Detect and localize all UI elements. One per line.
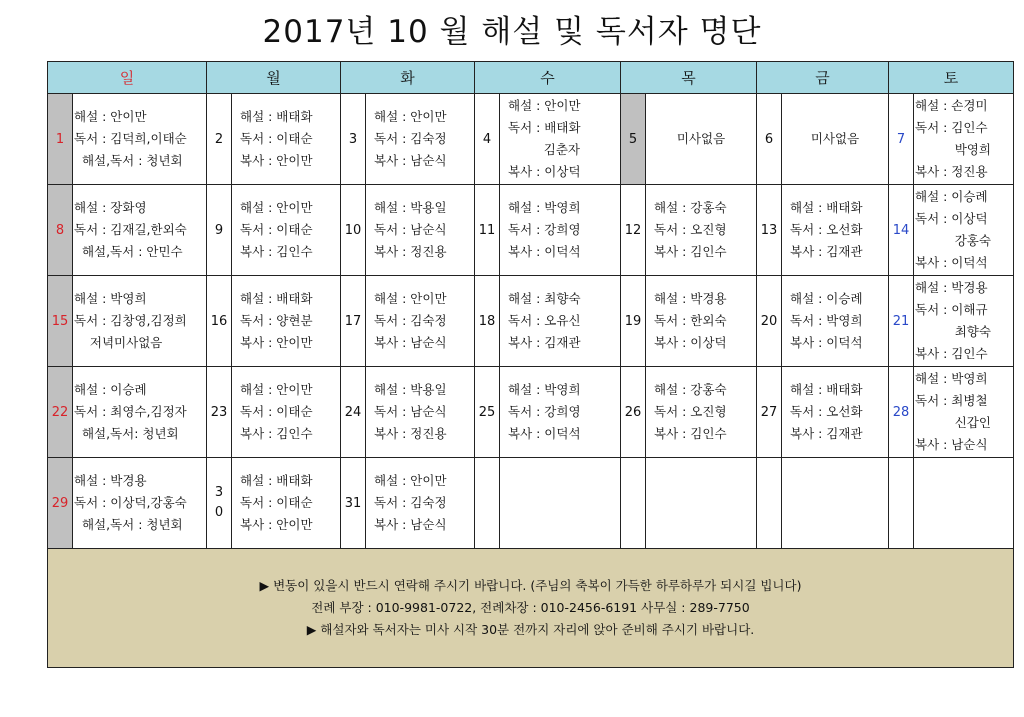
- assignment-line: 복사 : 안이만: [240, 517, 313, 532]
- assignment-line: 해설 : 박경용: [915, 280, 988, 295]
- assignment-line: 복사 : 안이만: [240, 335, 313, 350]
- assignment-line: 박영희: [915, 142, 991, 157]
- day-number: [475, 458, 500, 549]
- assignment-line: 독서 : 이태순: [240, 404, 313, 419]
- day-assignments: [73, 276, 207, 367]
- assignment-line: 복사 : 정진용: [915, 164, 988, 179]
- assignment-line: 해설,독서 : 청년회: [74, 153, 183, 168]
- day-assignments: [914, 185, 1014, 276]
- assignment-line: 해설 : 강홍숙: [654, 382, 727, 397]
- day-number: 29: [48, 458, 73, 549]
- assignment-line: 독서 : 김숙정: [374, 313, 447, 328]
- assignment-line: 복사 : 남순식: [374, 153, 447, 168]
- notice-line: ▶ 변동이 있을시 반드시 연락해 주시기 바랍니다. (주님의 축복이 가득한 하루하루가 되시길 빕니다): [259, 578, 802, 593]
- assignment-line: 해설 : 안이만: [374, 109, 447, 124]
- day-assignments: [782, 276, 889, 367]
- day-assignments: [232, 458, 341, 549]
- assignment-line: 독서 : 남순식: [374, 404, 447, 419]
- day-assignments: [366, 276, 475, 367]
- assignment-line: 복사 : 이덕석: [508, 244, 581, 259]
- assignment-line: 김춘자: [508, 142, 580, 157]
- day-number: 5: [621, 94, 646, 185]
- assignment-line: 해설 : 손경미: [915, 98, 988, 113]
- day-assignments: [500, 276, 621, 367]
- day-assignments: [782, 185, 889, 276]
- calendar-week-row: [48, 458, 1014, 549]
- day-number: [757, 458, 782, 549]
- assignment-line: 해설 : 안이만: [374, 473, 447, 488]
- assignment-line: 독서 : 김창영,김정희: [74, 313, 187, 328]
- assignment-line: 독서 : 배태화: [508, 120, 581, 135]
- day-number: 28: [889, 367, 914, 458]
- assignment-line: 독서 : 김숙정: [374, 131, 447, 146]
- day-number: 9: [207, 185, 232, 276]
- day-number: 24: [341, 367, 366, 458]
- assignment-line: 해설 : 배태화: [790, 200, 863, 215]
- day-number: 11: [475, 185, 500, 276]
- assignment-line: 해설 : 이승례: [74, 382, 147, 397]
- assignment-line: 복사 : 김인수: [654, 426, 727, 441]
- day-number: 12: [621, 185, 646, 276]
- day-assignments: [232, 276, 341, 367]
- assignment-line: 독서 : 오진형: [654, 404, 727, 419]
- assignment-line: 복사 : 정진용: [374, 244, 447, 259]
- notice-line: ▶ 해설자와 독서자는 미사 시작 30분 전까지 자리에 앉아 준비해 주시기 바랍니다.: [306, 622, 755, 637]
- day-number: 13: [757, 185, 782, 276]
- day-number: 10: [341, 185, 366, 276]
- assignment-line: 해설 : 강홍숙: [654, 200, 727, 215]
- assignment-line: 독서 : 오선화: [790, 404, 863, 419]
- assignment-line: 복사 : 이상덕: [508, 164, 581, 179]
- schedule-table: [47, 61, 1014, 668]
- assignment-line: 독서 : 이상덕: [915, 211, 988, 226]
- calendar-week-row: [48, 94, 1014, 185]
- day-number: 27: [757, 367, 782, 458]
- assignment-line: 독서 : 강희영: [508, 222, 581, 237]
- assignment-line: 복사 : 안이만: [240, 153, 313, 168]
- assignment-line: 복사 : 남순식: [374, 335, 447, 350]
- assignment-line: 독서 : 김덕희,이태순: [74, 131, 187, 146]
- weekday-wed: 수: [475, 62, 621, 94]
- day-number: 15: [48, 276, 73, 367]
- calendar-week-row: [48, 367, 1014, 458]
- assignment-line: 복사 : 김재관: [508, 335, 581, 350]
- day-assignments: [232, 185, 341, 276]
- weekday-sat: 토: [889, 62, 1014, 94]
- day-assignments: [73, 185, 207, 276]
- day-number: 7: [889, 94, 914, 185]
- weekday-mon: 월: [207, 62, 341, 94]
- day-number: 22: [48, 367, 73, 458]
- day-assignments: [646, 185, 757, 276]
- day-assignments: [646, 458, 757, 549]
- assignment-line: 해설,독서 : 청년회: [74, 517, 183, 532]
- day-assignments: [646, 367, 757, 458]
- assignment-line: 강홍숙: [915, 233, 991, 248]
- assignment-line: 해설 : 배태화: [240, 109, 313, 124]
- day-assignments: [500, 458, 621, 549]
- day-assignments: [73, 94, 207, 185]
- day-assignments: [914, 367, 1014, 458]
- day-assignments: [782, 367, 889, 458]
- day-number: 16: [207, 276, 232, 367]
- day-number: 23: [207, 367, 232, 458]
- day-number: 3: [341, 94, 366, 185]
- assignment-line: 독서 : 한외숙: [654, 313, 727, 328]
- day-assignments: [366, 185, 475, 276]
- assignment-line: 독서 : 이태순: [240, 131, 313, 146]
- assignment-line: 해설 : 이승례: [790, 291, 863, 306]
- assignment-line: 독서 : 오선화: [790, 222, 863, 237]
- calendar-week-row: [48, 185, 1014, 276]
- assignment-line: 독서 : 강희영: [508, 404, 581, 419]
- day-number: 18: [475, 276, 500, 367]
- day-assignments: [646, 276, 757, 367]
- assignment-line: 독서 : 김재길,한외숙: [74, 222, 187, 237]
- assignment-line: 해설 : 안이만: [240, 382, 313, 397]
- assignment-line: 독서 : 최병철: [915, 393, 988, 408]
- assignment-line: 해설 : 안이만: [74, 109, 147, 124]
- weekday-header-row: [48, 62, 1014, 94]
- page-title: 2017년 10 월 해설 및 독서자 명단: [262, 14, 762, 50]
- day-assignments: [646, 94, 757, 185]
- day-assignments: [914, 458, 1014, 549]
- assignment-line: 독서 : 김인수: [915, 120, 988, 135]
- day-assignments: [366, 458, 475, 549]
- day-assignments: [366, 94, 475, 185]
- notice-line: 전례 부장 : 010-9981-0722, 전례차장 : 010-2456-6191 사무실 : 289-7750: [311, 600, 750, 615]
- day-number: [889, 458, 914, 549]
- assignment-line: 해설 : 박영희: [915, 371, 988, 386]
- assignment-line: 복사 : 김인수: [654, 244, 727, 259]
- assignment-line: 독서 : 오진형: [654, 222, 727, 237]
- assignment-line: 해설,독서: 청년회: [74, 426, 179, 441]
- calendar-body: [48, 94, 1014, 549]
- day-assignments: [500, 94, 621, 185]
- assignment-line: 해설 : 배태화: [240, 473, 313, 488]
- assignment-line: 해설 : 박용일: [374, 200, 447, 215]
- day-number: 1: [48, 94, 73, 185]
- assignment-line: 미사없음: [810, 131, 860, 146]
- assignment-line: 해설 : 이승례: [915, 189, 988, 204]
- assignment-line: 해설 : 박용일: [374, 382, 447, 397]
- assignment-line: 해설 : 박경용: [74, 473, 147, 488]
- day-number: 26: [621, 367, 646, 458]
- assignment-line: 독서 : 남순식: [374, 222, 447, 237]
- day-assignments: [914, 94, 1014, 185]
- assignment-line: 독서 : 최영수,김정자: [74, 404, 187, 419]
- assignment-line: 미사없음: [676, 131, 726, 146]
- assignment-line: 해설 : 박영희: [74, 291, 147, 306]
- assignment-line: 독서 : 김숙정: [374, 495, 447, 510]
- day-number: 4: [475, 94, 500, 185]
- day-number: [207, 458, 232, 549]
- assignment-line: 해설,독서 : 안민수: [74, 244, 183, 259]
- assignment-line: 복사 : 남순식: [915, 437, 988, 452]
- day-number-vertical: 3 0: [214, 485, 224, 520]
- day-assignments: [782, 458, 889, 549]
- assignment-line: 해설 : 최향숙: [508, 291, 581, 306]
- weekday-fri: 금: [757, 62, 889, 94]
- day-number: 2: [207, 94, 232, 185]
- assignment-line: 복사 : 이덕석: [508, 426, 581, 441]
- assignment-line: 복사 : 이상덕: [654, 335, 727, 350]
- assignment-line: 해설 : 박경용: [654, 291, 727, 306]
- assignment-line: 최향숙: [915, 324, 991, 339]
- day-assignments: [366, 367, 475, 458]
- weekday-sun: 일: [48, 62, 207, 94]
- assignment-line: 복사 : 김인수: [915, 346, 988, 361]
- weekday-thu: 목: [621, 62, 757, 94]
- assignment-line: 독서 : 박영희: [790, 313, 863, 328]
- assignment-line: 해설 : 안이만: [240, 200, 313, 215]
- assignment-line: 복사 : 김인수: [240, 426, 313, 441]
- assignment-line: 해설 : 배태화: [790, 382, 863, 397]
- assignment-line: 해설 : 배태화: [240, 291, 313, 306]
- assignment-line: 해설 : 박영희: [508, 382, 581, 397]
- day-number: 25: [475, 367, 500, 458]
- assignment-line: 저녁미사없음: [74, 335, 163, 350]
- assignment-line: 독서 : 이해규: [915, 302, 988, 317]
- assignment-line: 독서 : 오유신: [508, 313, 581, 328]
- day-number: 6: [757, 94, 782, 185]
- assignment-line: 독서 : 이태순: [240, 495, 313, 510]
- day-assignments: [914, 276, 1014, 367]
- day-number: 14: [889, 185, 914, 276]
- assignment-line: 독서 : 이태순: [240, 222, 313, 237]
- day-assignments: [500, 185, 621, 276]
- assignment-line: 해설 : 장화영: [74, 200, 147, 215]
- day-number: 20: [757, 276, 782, 367]
- assignment-line: 복사 : 김재관: [790, 426, 863, 441]
- day-assignments: [73, 367, 207, 458]
- assignment-line: 복사 : 이덕석: [790, 335, 863, 350]
- assignment-line: 복사 : 김재관: [790, 244, 863, 259]
- assignment-line: 복사 : 정진용: [374, 426, 447, 441]
- assignment-line: 복사 : 이덕석: [915, 255, 988, 270]
- notice-box: [48, 549, 1014, 668]
- assignment-line: 해설 : 박영희: [508, 200, 581, 215]
- assignment-line: 신갑인: [915, 415, 991, 430]
- day-number: 17: [341, 276, 366, 367]
- assignment-line: 독서 : 양현분: [240, 313, 313, 328]
- day-number: 31: [341, 458, 366, 549]
- assignment-line: 복사 : 김인수: [240, 244, 313, 259]
- assignment-line: 복사 : 남순식: [374, 517, 447, 532]
- day-number: 8: [48, 185, 73, 276]
- day-assignments: [782, 94, 889, 185]
- day-number: 19: [621, 276, 646, 367]
- day-assignments: [232, 94, 341, 185]
- assignment-line: 해설 : 안이만: [508, 98, 581, 113]
- day-assignments: [232, 367, 341, 458]
- assignment-line: 독서 : 이상덕,강홍숙: [74, 495, 187, 510]
- assignment-line: 해설 : 안이만: [374, 291, 447, 306]
- day-assignments: [73, 458, 207, 549]
- day-number: [621, 458, 646, 549]
- day-assignments: [500, 367, 621, 458]
- day-number: 21: [889, 276, 914, 367]
- calendar-week-row: [48, 276, 1014, 367]
- weekday-tue: 화: [341, 62, 475, 94]
